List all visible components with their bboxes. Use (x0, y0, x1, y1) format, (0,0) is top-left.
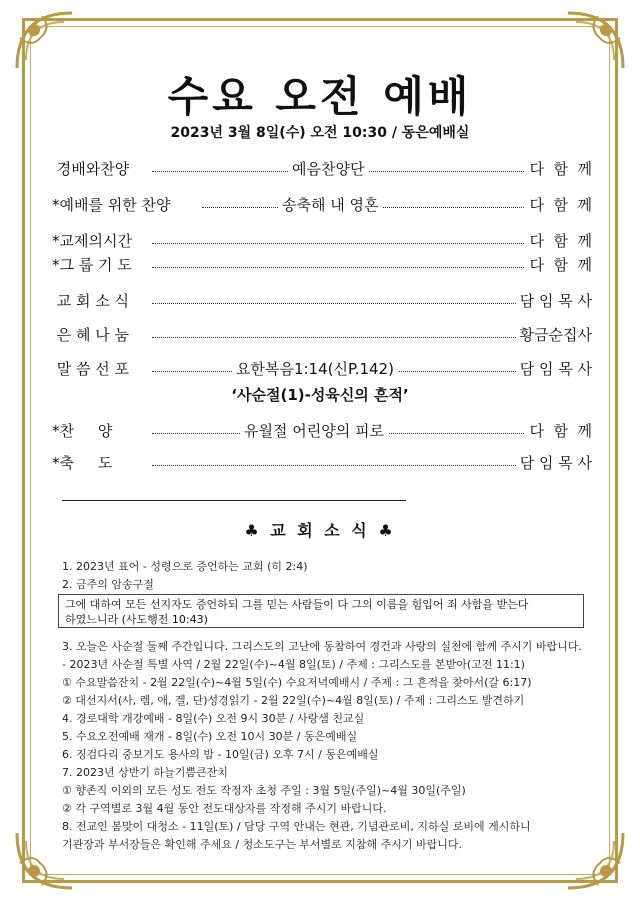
order-leader: 다 함 께 (525, 194, 592, 215)
order-leader: 다 함 께 (525, 254, 592, 275)
order-label: *찬 양 (52, 422, 113, 440)
news-item: 7. 2023년 상반기 하늘기쁨큰잔치 (62, 766, 228, 779)
order-detail: 요한복음1:14(신P.142) (232, 358, 398, 379)
sermon-title: ‘사순절(1)-성육신의 흔적’ (231, 386, 409, 404)
order-label: *축 도 (52, 454, 113, 472)
section-divider (62, 500, 406, 501)
service-date: 2023년 3월 8일(수) 오전 10:30 / 동은예배실 (170, 125, 470, 141)
dot-leader (152, 465, 532, 466)
order-leader: 다 함 께 (525, 230, 592, 251)
order-label: *예배를 위한 찬양 (52, 196, 171, 214)
order-detail: 예음찬양단 (288, 158, 368, 179)
news-item: ① 수요말씀잔치 - 2월 22일(수)~4월 5일(수) 수요저녁예배시 / 주제 : 그 흔적을 찾아서(갈 6:17) (62, 676, 532, 689)
order-row (52, 452, 592, 476)
order-row (52, 358, 592, 382)
dot-leader (152, 337, 522, 338)
news-item: 1. 2023년 표어 - 성령으로 증언하는 교회 (히 2:4) (62, 560, 308, 573)
news-heading: ♣ 교 회 소 식 ♣ (244, 521, 396, 540)
memory-verse-box (58, 594, 584, 628)
dot-leader (152, 303, 532, 304)
order-leader: 다 함 께 (525, 420, 592, 441)
order-label: 경배와찬양 (52, 160, 130, 178)
news-item: - 2023년 사순절 특별 사역 / 2월 22일(수)~4월 8일(토) / 주제 : 그리스도를 본받아(고전 11:1) (62, 658, 525, 671)
order-row (52, 420, 592, 444)
order-leader: 황금순집사 (516, 324, 592, 345)
order-leader: 다 함 께 (525, 158, 592, 179)
news-item: ① 향존직 이외의 모든 성도 전도 작정자 초청 주일 : 3월 5일(주일)~4월 30일(주일) (62, 784, 466, 797)
order-row (52, 254, 592, 278)
news-item: ② 각 구역별로 3월 4월 동안 전도대상자를 작정해 주시기 바랍니다. (62, 802, 387, 815)
order-label: *그 룹 기 도 (52, 256, 132, 274)
order-detail: 유월절 어린양의 피로 (240, 420, 388, 441)
order-row (52, 158, 592, 182)
memory-verse-line: 하였느니라 (사도행전 10:43) (65, 613, 208, 626)
order-label: 교 회 소 식 (52, 292, 130, 310)
order-leader: 담 임 목 사 (516, 452, 592, 473)
order-row (52, 194, 592, 218)
dot-leader (152, 243, 542, 244)
news-item: 3. 오늘은 사순절 둘째 주간입니다. 그리스도의 고난에 동참하여 경건과 사랑의 실천에 함께 주시기 바랍니다. (62, 640, 582, 653)
order-leader: 담 임 목 사 (516, 358, 592, 379)
news-item: 기관장과 부서장들은 확인해 주세요 / 청소도구는 부서별로 지참해 주시기 바랍니다. (62, 838, 462, 851)
dot-leader (152, 267, 542, 268)
order-row (52, 290, 592, 314)
memory-verse-line: 그에 대하여 모든 선지자도 증언하되 그를 믿는 사람들이 다 그의 이름을 힘입어 죄 사함을 받는다 (65, 598, 529, 611)
order-label: 말 씀 선 포 (52, 360, 130, 378)
order-detail: 송축해 내 영혼 (278, 194, 382, 215)
page-title: 수요 오전 예배 (167, 72, 473, 121)
news-item: 2. 금주의 암송구절 (62, 578, 154, 591)
news-item: 6. 징검다리 중보기도 용사의 밤 - 10일(금) 오후 7시 / 동은예배실 (62, 748, 379, 761)
news-item: ② 대선지서(사, 렘, 애, 겔, 단)성경읽기 - 2월 22일(수)~4월 8일(토) / 주제 : 그리스도 발견하기 (62, 694, 525, 707)
news-item: 5. 수요오전예배 재개 - 8일(수) 오전 10시 30분 / 동은예배실 (62, 730, 358, 743)
order-row (52, 324, 592, 348)
order-label: 은 혜 나 눔 (52, 326, 130, 344)
order-row (52, 230, 592, 254)
order-label: *교제의시간 (52, 232, 132, 250)
news-item: 4. 경로대학 개강예배 - 8일(수) 오전 9시 30분 / 사랑샘 친교실 (62, 712, 365, 725)
order-leader: 담 임 목 사 (516, 290, 592, 311)
news-item: 8. 전교인 봄맞이 대청소 - 11일(토) / 담당 구역 안내는 현관, 기념관로비, 지하실 로비에 게시하니 (62, 820, 531, 833)
corner-ornament-bottom-right (558, 823, 628, 893)
